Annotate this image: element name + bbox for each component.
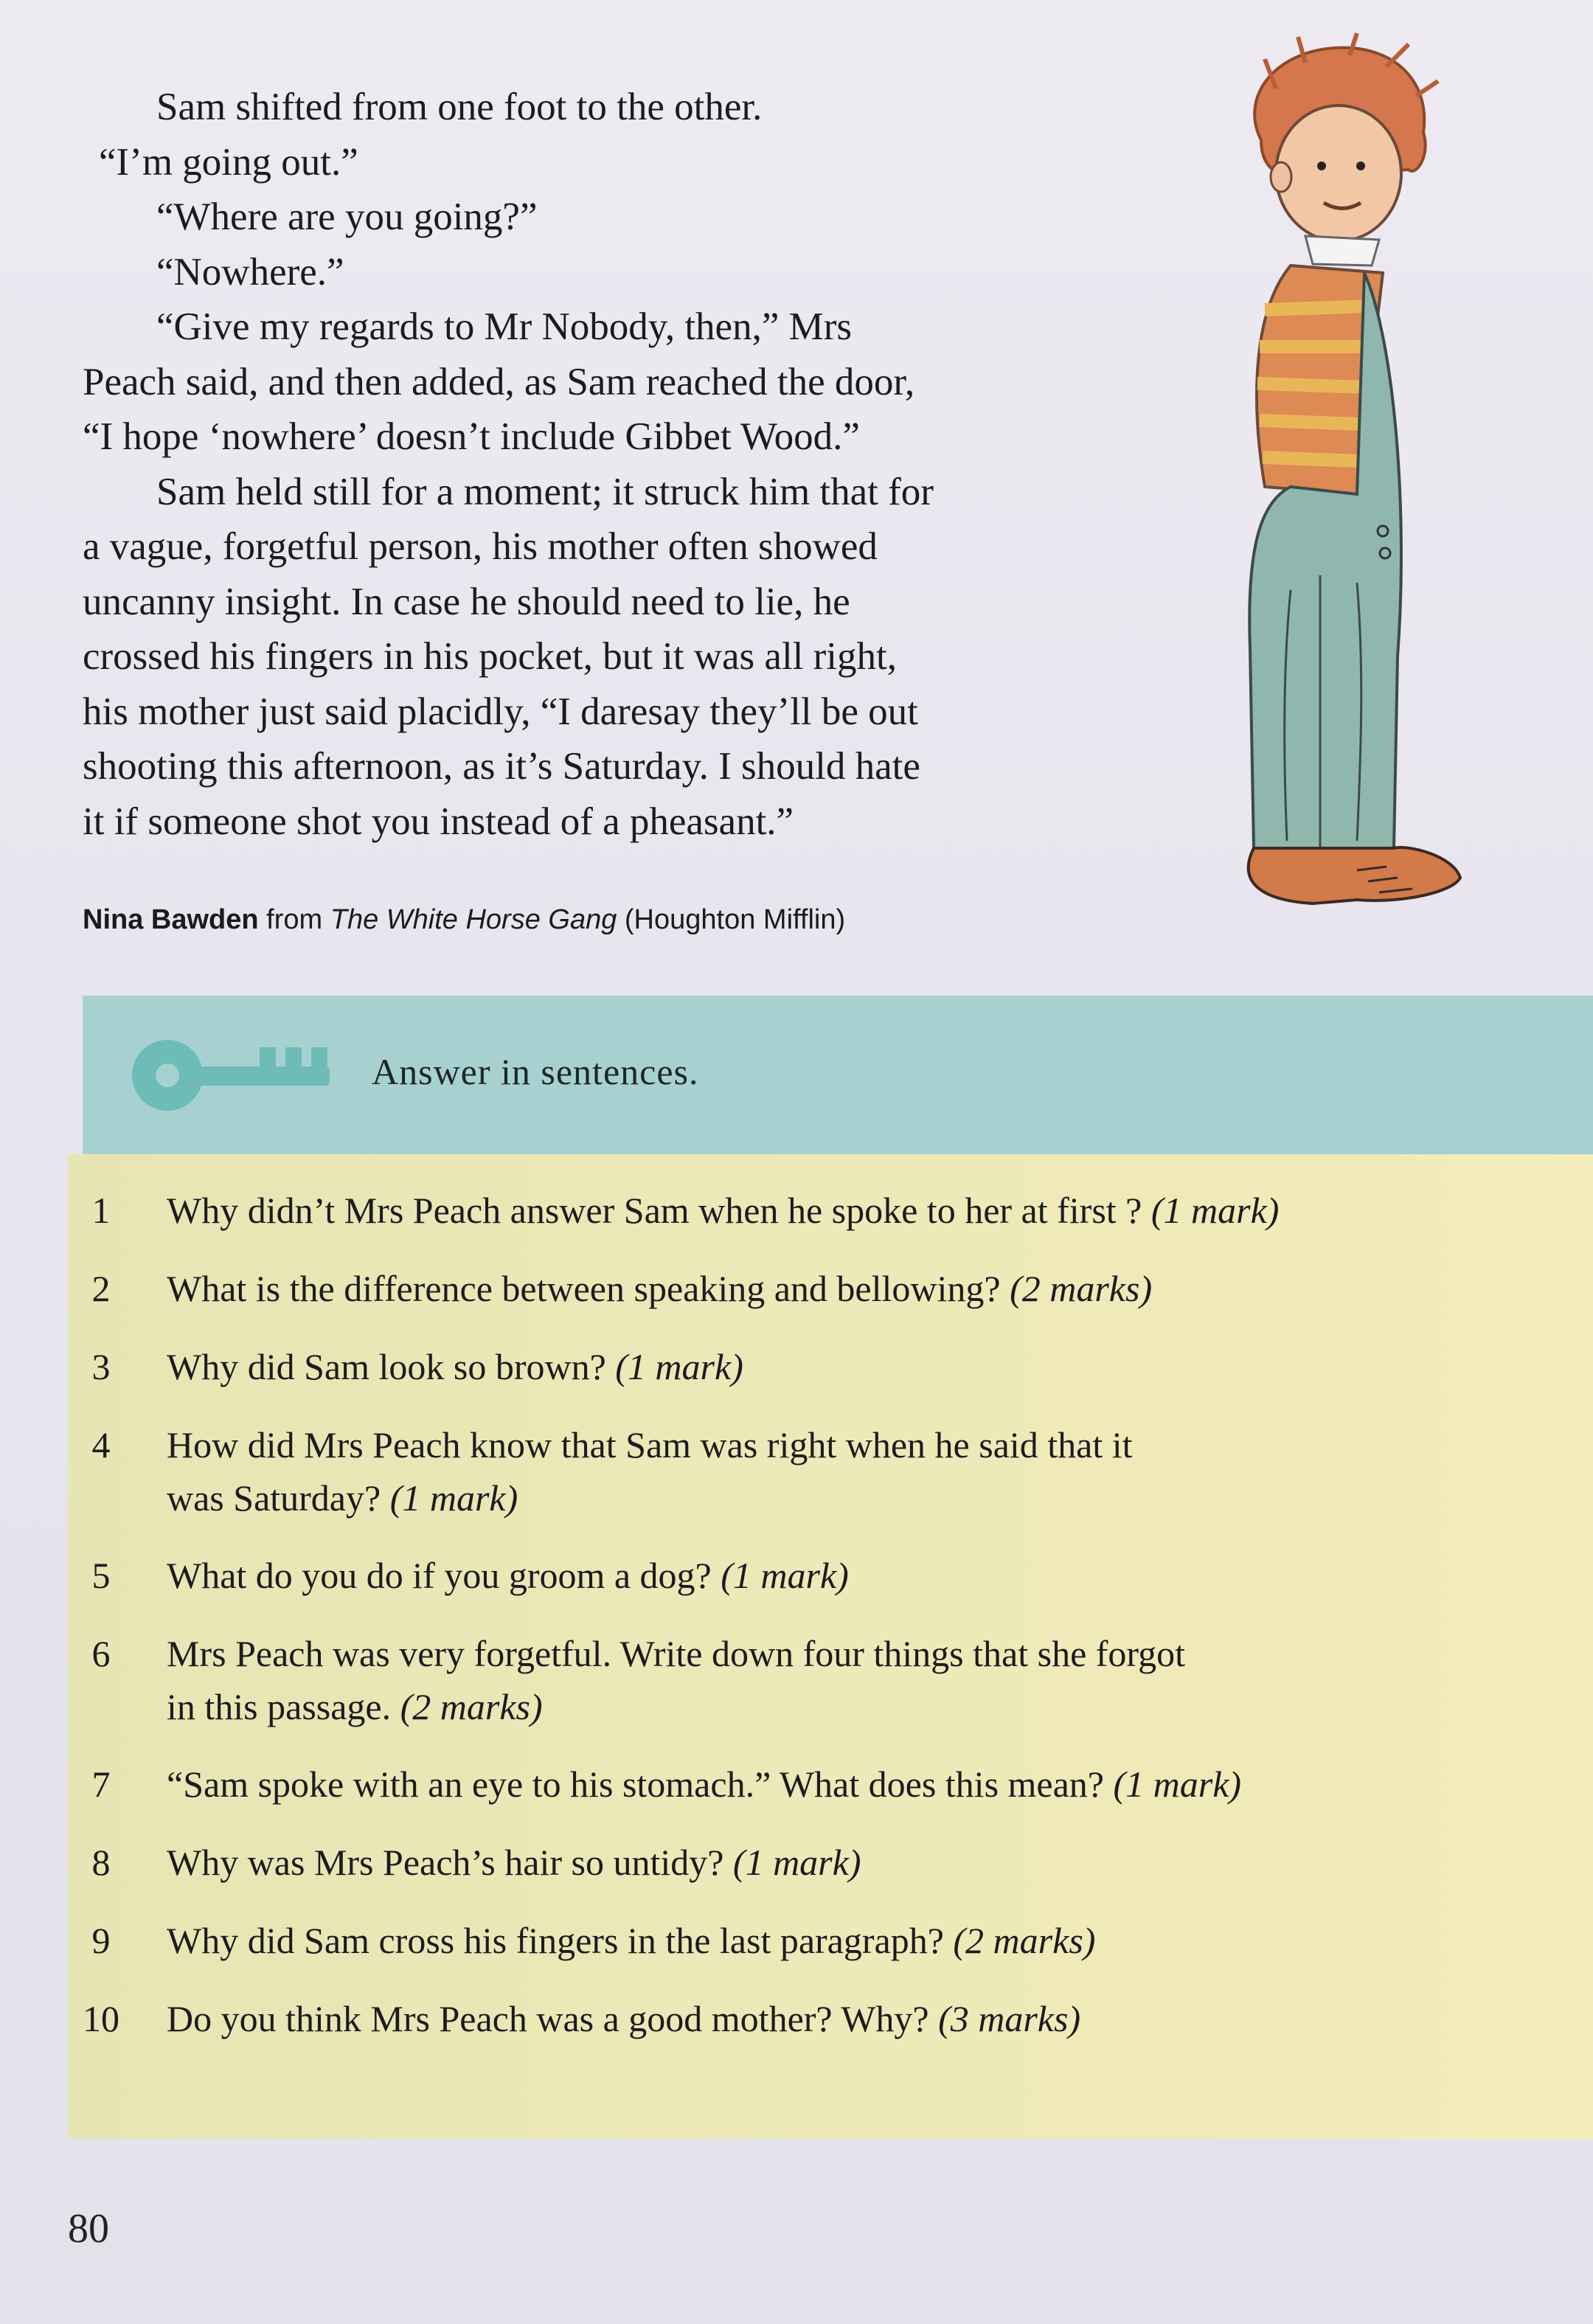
passage-line: “I hope ‘nowhere’ doesn’t include Gibbet Wood.” <box>83 415 860 458</box>
story-passage <box>83 80 1100 849</box>
passage-line: Sam held still for a moment; it struck him that for <box>156 470 934 513</box>
passage-line: “Where are you going?” <box>156 195 538 238</box>
passage-line: Peach said, and then added, as Sam reached the door, <box>83 360 915 403</box>
question-number: 6 <box>91 1633 111 1674</box>
question-number: 10 <box>83 1998 119 2039</box>
question-marks: (2 marks) <box>400 1686 543 1727</box>
question-text: What is the difference between speaking and bellowing? <box>167 1268 1001 1309</box>
boy-in-overalls-illustration <box>1210 30 1504 922</box>
question-number: 7 <box>91 1763 111 1805</box>
credit-author: Nina Bawden <box>83 904 259 935</box>
instruction-banner <box>83 996 1593 1154</box>
question-text: How did Mrs Peach know that Sam was right when he said that it <box>167 1424 1133 1465</box>
question-marks: (2 marks) <box>1010 1268 1153 1309</box>
question-text: Why didn’t Mrs Peach answer Sam when he spoke to her at first ? <box>167 1190 1142 1231</box>
question-number: 3 <box>91 1346 111 1387</box>
source-credit <box>83 901 845 938</box>
passage-line: “Give my regards to Mr Nobody, then,” Mrs <box>156 305 853 348</box>
question-number: 2 <box>91 1268 111 1309</box>
question-marks: (1 mark) <box>1150 1190 1280 1231</box>
passage-line: his mother just said placidly, “I daresay they’ll be out <box>83 690 918 733</box>
question-number: 8 <box>91 1842 111 1883</box>
question-text: Why did Sam cross his fingers in the last paragraph? <box>167 1920 944 1961</box>
question-text: Mrs Peach was very forgetful. Write down four things that she forgot <box>167 1633 1186 1674</box>
question-marks: (3 marks) <box>938 1998 1081 2039</box>
question-text: “Sam spoke with an eye to his stomach.” What does this mean? <box>167 1763 1104 1805</box>
question-text-continued: was Saturday? <box>167 1477 381 1519</box>
credit-publisher: (Houghton Mifflin) <box>624 904 846 935</box>
passage-line: uncanny insight. In case he should need to lie, he <box>83 580 850 623</box>
question-number: 4 <box>91 1424 111 1465</box>
question-marks: (2 marks) <box>953 1920 1096 1961</box>
question-text: Why did Sam look so brown? <box>167 1346 606 1387</box>
passage-line: “I’m going out.” <box>99 140 358 184</box>
question-marks: (1 mark) <box>721 1555 849 1596</box>
question-number: 5 <box>91 1555 111 1596</box>
passage-line: it if someone shot you instead of a pheasant.” <box>83 799 794 843</box>
passage-line: crossed his fingers in his pocket, but it was all right, <box>83 635 897 678</box>
question-marks: (1 mark) <box>732 1842 861 1883</box>
page-number: 80 <box>68 2206 109 2252</box>
question-marks: (1 mark) <box>389 1477 518 1519</box>
question-number: 9 <box>91 1920 111 1961</box>
question-marks: (1 mark) <box>615 1346 743 1387</box>
question-text: Why was Mrs Peach’s hair so untidy? <box>167 1842 724 1883</box>
questions-list <box>68 1154 1593 2139</box>
passage-line: shooting this afternoon, as it’s Saturday. I should hate <box>83 745 920 788</box>
question-marks: (1 mark) <box>1113 1763 1242 1805</box>
passage-line: Sam shifted from one foot to the other. <box>156 86 763 128</box>
question-text: Do you think Mrs Peach was a good mother? Why? <box>167 1998 929 2039</box>
question-number: 1 <box>91 1190 111 1231</box>
instruction-text: Answer in sentences. <box>372 1051 699 1092</box>
passage-line: a vague, forgetful person, his mother often showed <box>83 525 878 568</box>
key-icon <box>123 1031 337 1120</box>
credit-book-title: The White Horse Gang <box>330 904 617 935</box>
question-text: What do you do if you groom a dog? <box>167 1555 712 1596</box>
question-text-continued: in this passage. <box>167 1686 392 1727</box>
passage-line: “Nowhere.” <box>156 250 344 294</box>
credit-from: from <box>266 904 323 935</box>
